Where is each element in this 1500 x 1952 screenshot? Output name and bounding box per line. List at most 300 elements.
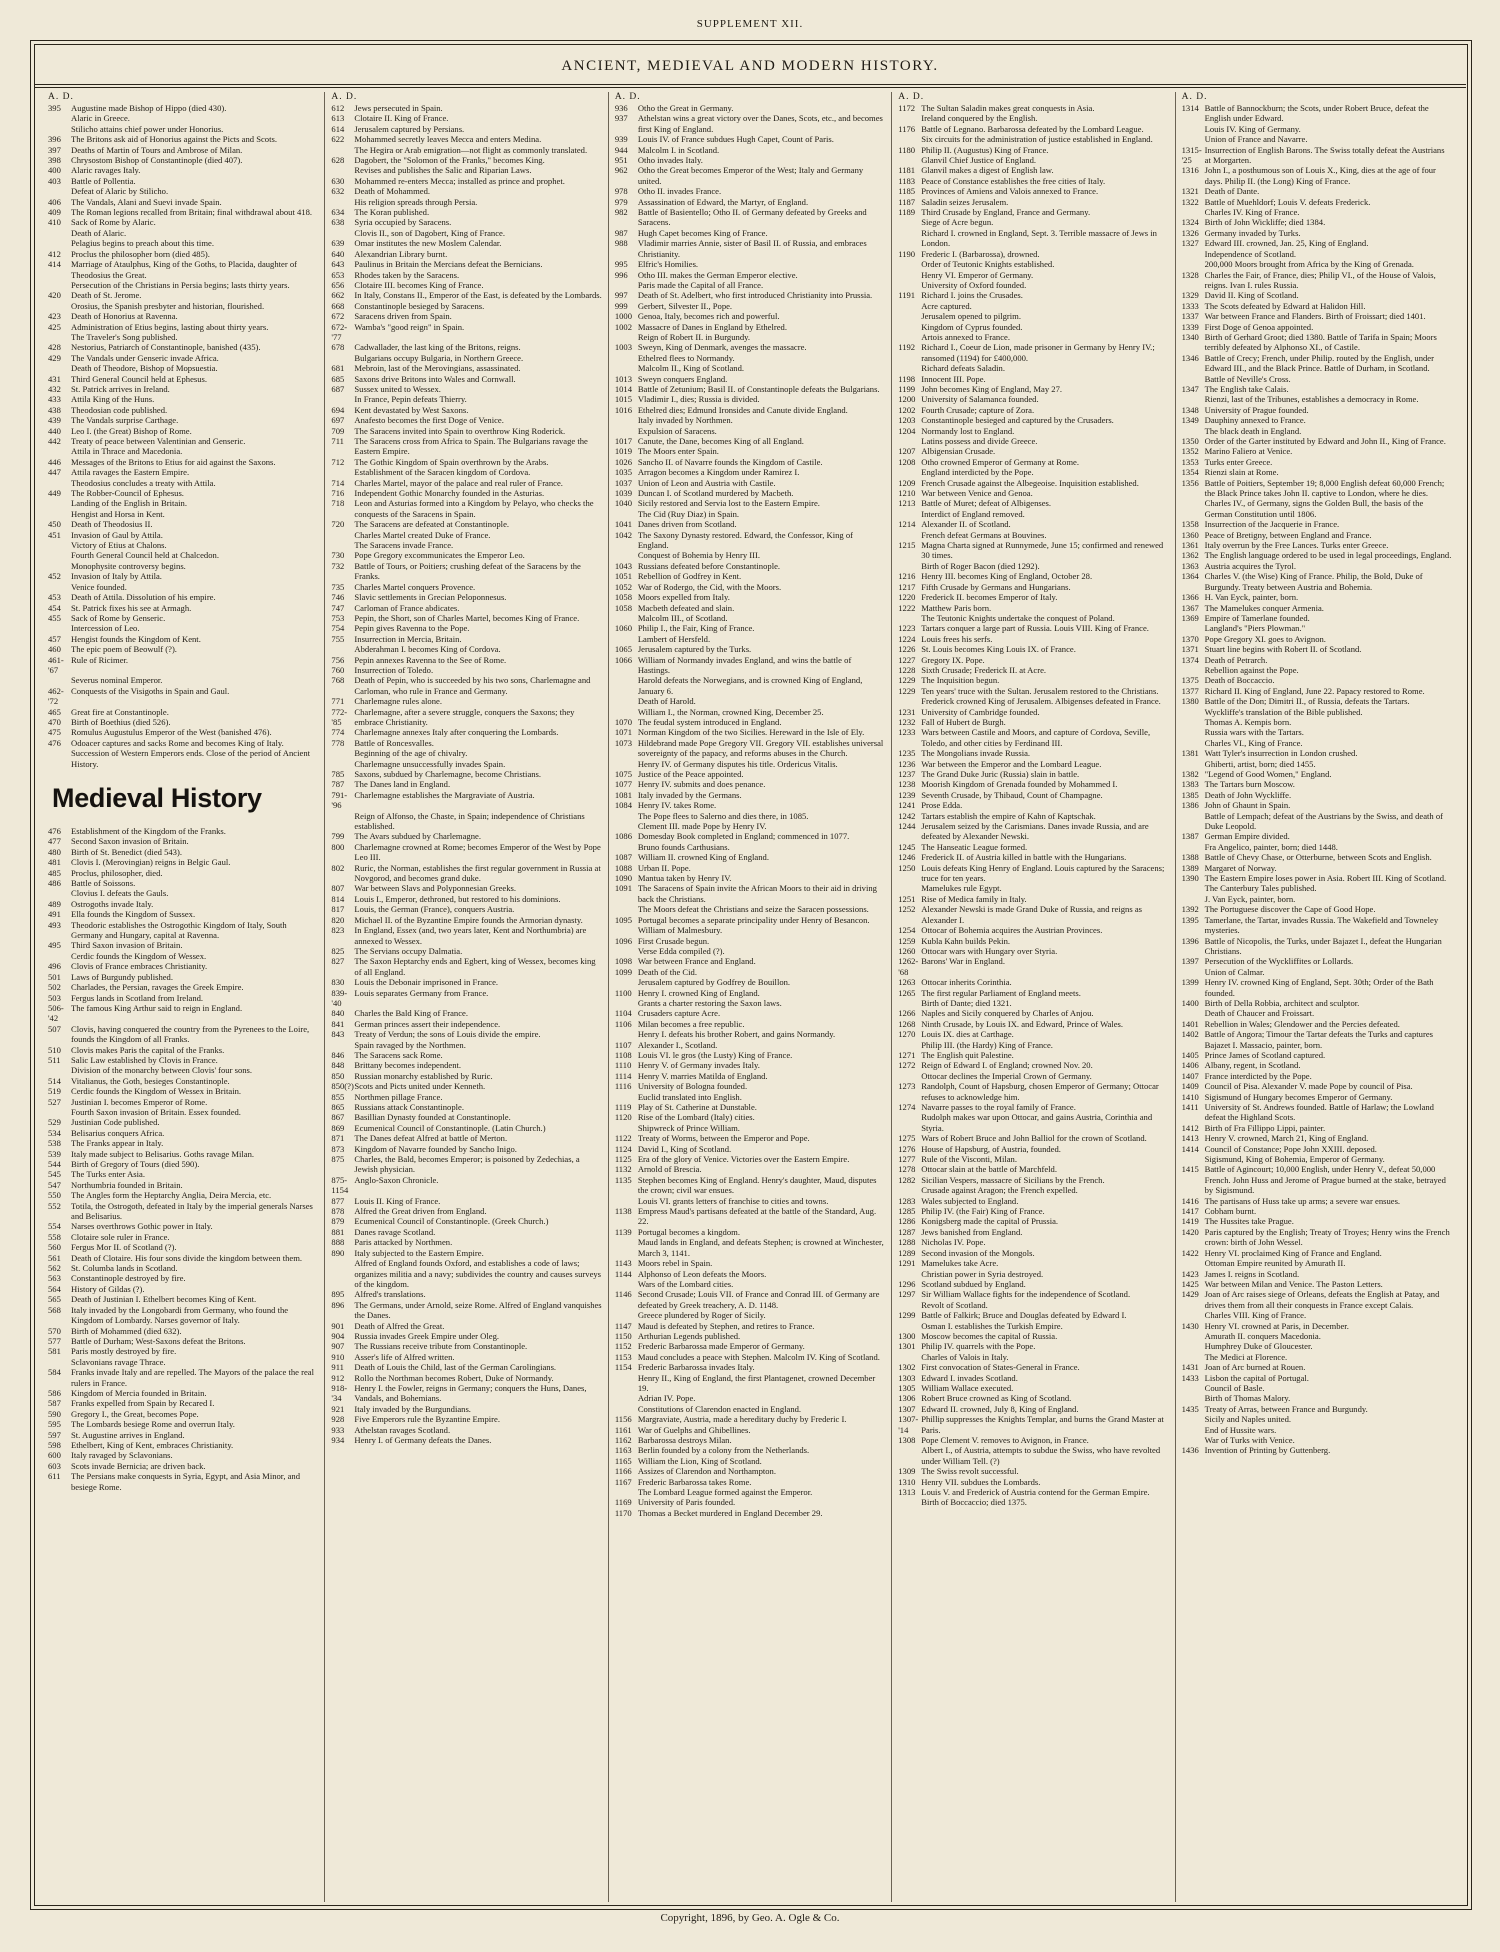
entry-event: Duncan I. of Scotland murdered by Macbeth. <box>637 488 794 499</box>
entry-year: 944 <box>614 144 628 155</box>
timeline-entry <box>1182 707 1452 717</box>
entry-event: Ethelbert, King of Kent, embraces Christianity. <box>71 1439 234 1450</box>
entry-year: 1202 <box>898 404 916 415</box>
entry-year: 1274 <box>898 1102 916 1112</box>
entry-event: Justinian I. becomes Emperor of Rome. <box>71 1096 208 1107</box>
entry-year: 1337 <box>1181 311 1199 322</box>
entry-event: Sussex united to Wessex. <box>354 383 441 394</box>
entry-event: Death of Petrarch. <box>1204 654 1268 665</box>
entry-event: Provinces of Amiens and Valois annexed to France. <box>921 186 1099 197</box>
timeline-entry <box>1182 1092 1452 1102</box>
timeline-entry <box>1182 1154 1452 1164</box>
entry-year: 563 <box>48 1273 61 1284</box>
entry-year <box>615 550 638 560</box>
timeline-entry <box>615 509 885 519</box>
timeline-entry <box>898 1102 1168 1112</box>
entry-year <box>615 998 638 1008</box>
timeline-entry <box>898 1216 1168 1226</box>
entry-year: 841 <box>331 1018 345 1029</box>
timeline-entry <box>898 1133 1168 1143</box>
entry-event: Lisbon the capital of Portugal. <box>1204 1372 1309 1383</box>
entry-year: 1152 <box>614 1341 632 1352</box>
entry-year: 460 <box>48 644 61 655</box>
entry-event: Hengist and Horsa in Kent. <box>71 508 165 519</box>
entry-year: 454 <box>48 602 61 613</box>
timeline-entry <box>1182 426 1452 436</box>
entry-year: 1060 <box>614 623 632 634</box>
entry-event: The Lombards besiege Rome and overrun Italy. <box>71 1419 235 1430</box>
timeline-entry <box>48 878 318 888</box>
entry-event: Glanvil Chief Justice of England. <box>921 155 1037 166</box>
entry-year: 1107 <box>614 1039 632 1050</box>
entry-year: 1272 <box>898 1060 916 1071</box>
entry-event: The Moors enter Spain. <box>637 446 719 457</box>
entry-event: Euclid translated into English. <box>637 1091 742 1102</box>
entry-event: Birth of Thomas Malory. <box>1204 1393 1291 1404</box>
entry-event: Stilicho attains chief power under Honorius. <box>71 123 224 134</box>
timeline-entry <box>48 1076 318 1086</box>
entry-event: Danes driven from Scotland. <box>637 519 737 530</box>
entry-year: 1406 <box>1181 1060 1199 1071</box>
entry-event: Saxons drive Britons into Wales and Cornwall. <box>354 373 516 384</box>
entry-year: 814 <box>331 893 345 904</box>
entry-event: Portugal becomes a separate principality under Henry of Besancon. <box>637 914 870 925</box>
entry-event: Adrian IV. Pope. <box>637 1393 696 1404</box>
entry-year: 827 <box>331 956 345 967</box>
entry-year: 1370 <box>1181 633 1199 644</box>
entry-year: 564 <box>48 1283 61 1294</box>
timeline-entry <box>48 165 318 175</box>
timeline-entry <box>898 509 1168 519</box>
entry-event: Death of Boccaccio. <box>1204 675 1275 686</box>
entry-event: Charlemagne crowned at Rome; becomes Emperor of the West by Pope Leo III. <box>354 841 601 863</box>
entry-event: Clovis I. (Merovingian) reigns in Belgic Gaul. <box>71 857 231 868</box>
entry-event: Wars of Robert Bruce and John Balliol for the crown of Scotland. <box>921 1133 1147 1144</box>
timeline-entry <box>331 342 601 352</box>
entry-event: The Vandals under Genseric invade Africa. <box>71 352 219 363</box>
timeline-entry <box>1182 197 1452 207</box>
timeline-entry <box>615 1164 885 1174</box>
entry-event: Battle of Poitiers, September 19; 8,000 English defeat 60,000 French; the Black Prince takes John II. captive to London, where he dies. <box>1204 477 1445 499</box>
entry-year: 1003 <box>614 342 632 353</box>
entry-event: Second invasion of the Mongols. <box>921 1247 1035 1258</box>
entry-event: Odoacer captures and sacks Rome and becomes King of Italy. <box>71 737 284 748</box>
entry-event: Abderahman I. becomes King of Cordova. <box>354 644 501 655</box>
entry-event: Ottocar declines the Imperial Crown of Germany. <box>921 1070 1092 1081</box>
entry-event: Alfred of England founds Oxford, and establishes a code of laws; organizes militia and a navy; subdivides the country and causes surveys of the kingdom. <box>354 1258 602 1289</box>
timeline-entry <box>48 1409 318 1419</box>
timeline-entry <box>48 155 318 165</box>
timeline-entry <box>615 956 885 966</box>
entry-year: 877 <box>331 1195 345 1206</box>
entry-event: Orosius, the Spanish presbyter and historian, flourished. <box>71 300 265 311</box>
timeline-entry <box>898 1071 1168 1081</box>
entry-event: The Franks appear in Italy. <box>71 1138 164 1149</box>
entry-event: The Saracens invade France. <box>354 540 454 551</box>
entry-year: 632 <box>331 186 345 197</box>
entry-year: 1232 <box>898 716 916 727</box>
entry-event: Fifth Crusade by Germans and Hungarians. <box>921 581 1071 592</box>
timeline-entry <box>615 1362 885 1372</box>
timeline-entry <box>615 290 885 300</box>
timeline-entry <box>615 197 885 207</box>
entry-event: Battle of Roncesvalles. <box>354 737 434 748</box>
timeline-entry <box>331 426 601 436</box>
entry-event: St. Louis becomes King Louis IX. of France. <box>921 644 1076 655</box>
timeline-entry <box>48 1471 318 1492</box>
entry-year: 1170 <box>614 1507 632 1518</box>
timeline-entry <box>331 1425 601 1435</box>
timeline-entry <box>1182 967 1452 977</box>
entry-year: 1017 <box>614 436 632 446</box>
entry-year <box>48 301 71 311</box>
entry-year: 820 <box>331 914 345 925</box>
entry-year: 433 <box>48 394 61 405</box>
entry-event: Union of Leon and Austria with Castile. <box>637 477 776 488</box>
entry-year <box>615 707 638 717</box>
timeline-entry <box>898 113 1168 123</box>
entry-year: 598 <box>48 1439 61 1450</box>
entry-event: Constitutions of Clarendon enacted in England. <box>637 1403 802 1414</box>
entry-year <box>48 1065 71 1075</box>
entry-event: Malcolm III., of Scotland. <box>637 612 728 623</box>
entry-year: 939 <box>614 134 628 145</box>
entry-year: 979 <box>614 196 628 207</box>
entry-year: 718 <box>331 498 345 509</box>
timeline-entry <box>615 571 885 581</box>
entry-event: Constantinople besieged and captured by the Crusaders. <box>921 415 1114 426</box>
timeline-entry <box>1182 1289 1452 1310</box>
entry-event: Charles of Valois in Italy. <box>921 1351 1009 1362</box>
entry-year: 996 <box>614 269 628 280</box>
timeline-entry <box>48 1253 318 1263</box>
timeline-entry <box>1182 738 1452 748</box>
entry-year: 622 <box>331 134 345 145</box>
entry-year: 1207 <box>898 446 916 457</box>
entry-year: 586 <box>48 1387 61 1398</box>
entry-year: 1014 <box>614 383 632 394</box>
entry-event: The Roman legions recalled from Britain; final withdrawal about 418. <box>71 207 313 218</box>
entry-year: 406 <box>48 196 61 207</box>
entry-event: Charles VIII. King of France. <box>1204 1310 1307 1321</box>
timeline-entry <box>331 894 601 904</box>
entry-event: Charles IV., of Germany, signs the Golden Bull, the basis of the German Constitution until 1806. <box>1204 498 1424 519</box>
timeline-entry <box>615 394 885 404</box>
entry-year: 465 <box>48 706 61 717</box>
entry-year: 1380 <box>1181 696 1199 707</box>
entry-event: Elfric's Homilies. <box>637 259 699 270</box>
entry-year: 400 <box>48 165 61 176</box>
entry-event: Ecumenical Council of Constantinople. (Latin Church.) <box>354 1122 546 1133</box>
column-2 <box>325 92 608 1902</box>
entry-event: Dauphiny annexed to France. <box>1204 415 1306 426</box>
entry-year: 753 <box>331 612 345 623</box>
entry-event: Alexander II. of Scotland. <box>921 519 1011 530</box>
entry-year: 987 <box>614 227 628 238</box>
timeline-entry <box>1182 207 1452 217</box>
entry-event: Maud is defeated by Stephen, and retires to France. <box>637 1320 815 1331</box>
entry-year: 613 <box>331 113 345 124</box>
entry-event: Pelagius begins to preach about this time. <box>71 238 214 249</box>
timeline-entry <box>331 436 601 457</box>
timeline-entry <box>331 550 601 560</box>
entry-event: Louis defeats King Henry of England. Louis captured by the Saracens; truce for ten years. <box>921 862 1165 884</box>
entry-event: Basillian Dynasty founded at Constantinople. <box>354 1112 511 1123</box>
entry-year: 995 <box>614 259 628 270</box>
timeline-entry <box>1182 1331 1452 1341</box>
entry-year: 1233 <box>898 727 916 738</box>
timeline-entry <box>1182 1362 1452 1372</box>
entry-event: Vladimir I., dies; Russia is divided. <box>637 394 760 405</box>
entry-year: 1241 <box>898 800 916 811</box>
entry-year <box>898 883 921 893</box>
entry-year: 1223 <box>898 623 916 634</box>
timeline-entry <box>48 1045 318 1055</box>
entry-year: 1410 <box>1181 1091 1199 1102</box>
timeline-entry <box>331 696 601 706</box>
entry-event: The Germans, under Arnold, seize Rome. Alfred of England vanquishes the Danes. <box>354 1299 602 1321</box>
entry-event: Otho II. invades France. <box>637 186 722 197</box>
entry-year: 481 <box>48 857 61 868</box>
timeline-entry <box>615 644 885 654</box>
timeline-entry <box>1182 696 1452 706</box>
entry-year: 1245 <box>898 841 916 852</box>
entry-year: 1163 <box>614 1445 632 1456</box>
entry-year: 732 <box>331 560 345 571</box>
entry-event: 200,000 Moors brought from Africa by the King of Grenada. <box>1204 259 1414 270</box>
timeline-entry <box>615 561 885 571</box>
timeline-entry <box>48 467 318 477</box>
entry-event: The Avars subdued by Charlemagne. <box>354 831 481 842</box>
entry-year: 1228 <box>898 664 916 675</box>
entry-year: 895 <box>331 1289 345 1300</box>
timeline-entry <box>1182 1019 1452 1029</box>
entry-event: Invention of Printing by Guttenberg. <box>1204 1445 1331 1456</box>
entry-year: 672 <box>331 311 345 322</box>
entry-event: Anafesto becomes the first Doge of Venice. <box>354 415 504 426</box>
entry-year <box>331 759 354 769</box>
entry-event: Wales subjected to England. <box>921 1195 1019 1206</box>
entry-year: 597 <box>48 1429 61 1440</box>
entry-year: 1405 <box>1181 1049 1199 1060</box>
entry-event: Charlemagne establishes the Margraviate of Austria. <box>354 789 535 800</box>
entry-event: England interdicted by the Pope. <box>921 467 1034 478</box>
entry-year: 873 <box>331 1143 345 1154</box>
entry-year: 1185 <box>898 186 916 197</box>
entry-event: First Doge of Genoa appointed. <box>1204 321 1314 332</box>
entry-event: Langland's "Piers Plowman." <box>1204 623 1306 634</box>
entry-event: Paris attacked by Northmen. <box>354 1237 453 1248</box>
entry-event: Third Crusade by England, France and Germany. <box>921 207 1091 218</box>
timeline-entry <box>1182 415 1452 425</box>
entry-year: 1192 <box>898 342 916 353</box>
entry-year: 1037 <box>614 477 632 488</box>
entry-year <box>898 1185 921 1195</box>
entry-year: 1150 <box>614 1330 632 1341</box>
entry-year <box>331 467 354 477</box>
timeline-entry <box>615 1321 885 1331</box>
timeline-entry <box>898 863 1168 884</box>
entry-year: 1436 <box>1181 1445 1199 1456</box>
timeline-entry <box>331 904 601 914</box>
entry-event: Genoa, Italy, becomes rich and powerful. <box>637 311 780 322</box>
entry-year <box>48 561 71 571</box>
timeline-entry <box>1182 1248 1452 1258</box>
timeline-entry <box>1182 1144 1452 1154</box>
timeline-entry <box>615 1477 885 1487</box>
timeline-entry <box>615 530 885 551</box>
timeline-entry <box>48 1336 318 1346</box>
entry-year <box>48 498 71 508</box>
entry-year <box>898 998 921 1008</box>
entry-year: 1302 <box>898 1362 916 1373</box>
entry-event: Sack of Rome by Genseric. <box>71 612 166 623</box>
entry-year: 1273 <box>898 1081 916 1092</box>
entry-event: Scots invade Bernicia; are driven back. <box>71 1460 206 1471</box>
entry-event: Maud lands in England, and defeats Stephen; is crowned at Winchester, March 3, 1141. <box>637 1237 884 1258</box>
timeline-entry <box>331 207 601 217</box>
timeline-entry <box>615 696 885 706</box>
entry-event: Louis the Debonair imprisoned in France. <box>354 977 499 988</box>
entry-year <box>615 353 638 363</box>
entry-event: Ella founds the Kingdom of Sussex. <box>71 909 196 920</box>
entry-event: Rule of Ricimer. <box>71 654 129 665</box>
entry-event: Messages of the Britons to Etius for aid against the Saxons. <box>71 456 276 467</box>
entry-year: 768 <box>331 675 345 686</box>
entry-event: Henry VI. Emperor of Germany. <box>921 269 1034 280</box>
timeline-entry <box>898 134 1168 144</box>
entry-event: The Hanseatic League formed. <box>921 841 1028 852</box>
entry-event: Prose Edda. <box>921 800 963 811</box>
entry-year: 1058 <box>614 592 632 603</box>
timeline-entry <box>898 1321 1168 1331</box>
timeline-entry <box>48 322 318 332</box>
entry-year: 1041 <box>614 519 632 530</box>
entry-event: Macbeth defeated and slain. <box>637 602 735 613</box>
timeline-entry <box>331 540 601 550</box>
entry-event: Osman I. establishes the Turkish Empire. <box>921 1320 1063 1331</box>
entry-event: Carloman of France abdicates. <box>354 602 460 613</box>
timeline-entry <box>331 1300 601 1321</box>
timeline-entry <box>1182 457 1452 467</box>
entry-year: 545 <box>48 1169 61 1180</box>
entry-year <box>1182 707 1205 717</box>
timeline-entry <box>48 571 318 581</box>
timeline-entry <box>898 457 1168 467</box>
entry-year: 1328 <box>1181 269 1199 280</box>
timeline-entry <box>898 852 1168 862</box>
medieval-history-heading: Medieval History <box>52 783 262 813</box>
entry-event: Clovius I. defeats the Gauls. <box>71 888 169 899</box>
entry-year: 489 <box>48 898 61 909</box>
entry-event: Peace of Bretigny, between England and France. <box>1204 529 1372 540</box>
entry-year <box>48 623 71 633</box>
timeline-entry <box>1182 748 1452 758</box>
timeline-entry <box>331 925 601 946</box>
entry-event: Ethelred flees to Normandy. <box>637 352 735 363</box>
entry-year: 1088 <box>614 862 632 873</box>
timeline-entry <box>1182 301 1452 311</box>
entry-year: 681 <box>331 363 345 374</box>
entry-year: 875 <box>331 1154 345 1165</box>
timeline-entry <box>615 332 885 342</box>
entry-event: Jerusalem seized by the Carismians. Danes invade Russia, and are defeated by Alexander Newski. <box>921 821 1149 842</box>
entry-year: 910 <box>331 1351 345 1362</box>
entry-event: Mohammed re-enters Mecca; installed as prince and prophet. <box>354 175 565 186</box>
timeline-entry <box>898 1352 1168 1362</box>
timeline-entry <box>898 498 1168 508</box>
entry-event: Albigensian Crusade. <box>921 446 996 457</box>
entry-event: Michael II. of the Byzantine Empire founds the Armorian dynasty. <box>354 914 583 925</box>
timeline-entry <box>331 353 601 363</box>
timeline-entry <box>898 1341 1168 1351</box>
timeline-entry <box>331 1404 601 1414</box>
copyright-line: Copyright, 1896, by Geo. A. Ogle & Co. <box>660 1912 840 1924</box>
timeline-entry <box>1182 634 1452 644</box>
entry-year: 1276 <box>898 1143 916 1154</box>
timeline-entry <box>331 1362 601 1372</box>
entry-event: Clotaire II. King of France. <box>354 113 449 124</box>
entry-event: In Italy, Constans II., Emperor of the East, is defeated by the Lombards. <box>354 290 602 301</box>
entry-event: University of Salamanca founded. <box>921 394 1039 405</box>
entry-event: Sweyn, King of Denmark, avenges the massacre. <box>637 342 807 353</box>
timeline-entry <box>898 530 1168 540</box>
entry-year <box>48 582 71 592</box>
entry-event: Innocent III. Pope. <box>921 373 986 384</box>
entry-event: The Servians occupy Dalmatia. <box>354 945 463 956</box>
timeline-entry <box>898 478 1168 488</box>
entry-event: Charles the Bald King of France. <box>354 1008 469 1019</box>
entry-event: Frederick II. becomes Emperor of Italy. <box>921 592 1058 603</box>
entry-event: Clovis II., son of Dagobert, King of France. <box>354 227 506 238</box>
entry-year: 1420 <box>1181 1226 1199 1237</box>
entry-event: St. Columba lands in Scotland. <box>71 1263 178 1274</box>
entry-year: 439 <box>48 415 61 426</box>
ad-label: A. D. <box>331 92 358 102</box>
entry-year: 584 <box>48 1367 61 1378</box>
timeline-entry <box>898 1008 1168 1018</box>
entry-event: Frederic Barbarossa invades Italy. <box>637 1362 755 1373</box>
timeline-entry <box>331 759 601 769</box>
entry-year: 1386 <box>1181 800 1199 811</box>
timeline-entry <box>615 103 885 113</box>
entry-event: Second Crusade; Louis VII. of France and Conrad III. of Germany are defeated by Greek treachery, A. D. 1148. <box>637 1289 880 1310</box>
entry-event: Richard I. joins the Crusades. <box>921 290 1023 301</box>
entry-year: 653 <box>331 269 345 280</box>
timeline-entry <box>898 1185 1168 1195</box>
timeline-entry <box>1182 436 1452 446</box>
timeline-entry <box>615 1154 885 1164</box>
entry-year: 397 <box>48 144 61 155</box>
timeline-entry <box>615 1466 885 1476</box>
entry-year <box>331 748 354 758</box>
entry-event: Glanvil makes a digest of English law. <box>921 165 1054 176</box>
entry-event: Massacre of Danes in England by Ethelred. <box>637 321 787 332</box>
timeline-entry <box>615 852 885 862</box>
entry-year: 1229 <box>898 675 916 686</box>
entry-event: History of Gildas (?). <box>71 1283 145 1294</box>
entry-event: Louis VI. grants letters of franchise to cities and towns. <box>637 1195 829 1206</box>
timeline-entry <box>1182 769 1452 779</box>
entry-event: William II. crowned King of England. <box>637 852 769 863</box>
entry-year <box>48 951 71 961</box>
timeline-entry <box>898 426 1168 436</box>
timeline-entry <box>898 894 1168 904</box>
entry-year: 1346 <box>1181 352 1199 363</box>
entry-event: Insurrection of Toledo. <box>354 664 434 675</box>
timeline-entry <box>898 249 1168 259</box>
timeline-entry <box>331 988 601 1009</box>
